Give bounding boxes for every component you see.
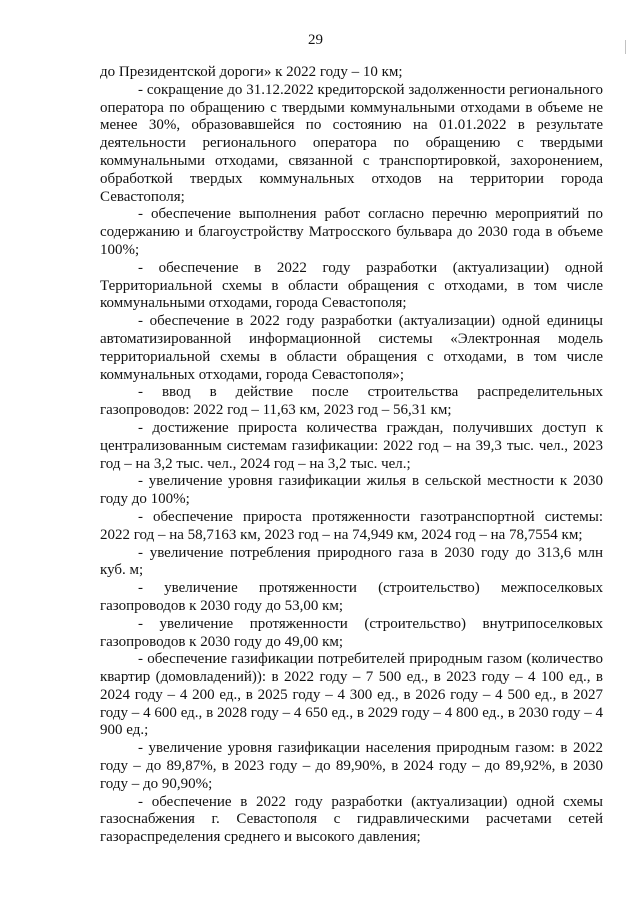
list-item-territorial-scheme: - обеспечение в 2022 году разработки (актуализации) одной Территориальной схемы в области обращения с отходами, в том числе коммунальными отходами, города Севастополя; [100, 259, 603, 312]
page-number: 29 [308, 32, 323, 48]
paragraph-continuation: до Президентской дороги» к 2022 году – 10 км; [100, 64, 403, 80]
list-item-distribution-pipelines: - ввод в действие после строительства распределительных газопроводов: 2022 год – 11,63 км, 2023 год – 56,31 км; [100, 384, 603, 419]
list-item-gas-consumption: - увеличение потребления природного газа в 2030 году до 313,6 млн куб. м; [100, 544, 603, 579]
scan-edge-mark [625, 40, 629, 54]
list-item-rural-gasification: - увеличение уровня газификации жилья в сельской местности к 2030 году до 100%; [100, 473, 603, 508]
list-item-consumer-gasification: - обеспечение газификации потребителей природным газом (количество квартир (домовладений)): в 2022 году – 7 500 ед., в 2023 году – 4 100 ед., в 2024 году – 4 200 ед., в 2025 году – 4 300 ед., в 2026 году – 4 500 ед., в 2027 году – 4 600 ед., в 2028 году – 4 650 ед., в 2029 году – 4 800 ед., в 2030 году – 4 900 ед.; [100, 651, 603, 739]
list-item-gas-supply-scheme: - обеспечение в 2022 году разработки (актуализации) одной схемы газоснабжения г. Севастополя с гидравлическими расчетами сетей газораспределения среднего и высокого давления; [100, 793, 603, 846]
document-body [100, 64, 603, 847]
list-item-gas-transport-growth: - обеспечение прироста протяженности газотранспортной системы: 2022 год – на 58,7163 км, 2023 год – на 74,949 км, 2024 год – на 78,7554 км; [100, 508, 603, 543]
list-item-intrasettlement-pipelines: - увеличение протяженности (строительство) внутрипоселковых газопроводов к 2030 году до 49,00 км; [100, 615, 603, 650]
list-item-matrossky-boulevard: - обеспечение выполнения работ согласно перечню мероприятий по содержанию и благоустройству Матросского бульвара до 2030 года в объеме 100%; [100, 206, 603, 258]
list-item-citizens-access: - достижение прироста количества граждан, получивших доступ к централизованным системам газификации: 2022 год – на 39,3 тыс. чел., 2023 год – на 3,2 тыс. чел., 2024 год – на 3,2 тыс. чел.; [100, 419, 603, 472]
list-item-intersettlement-pipelines: - увеличение протяженности (строительство) межпоселковых газопроводов к 2030 году до 53,00 км; [100, 580, 603, 614]
list-item-tko-debt-reduction: - сокращение до 31.12.2022 кредиторской задолженности регионального оператора по обращению с твердыми коммунальными отходами в объеме не менее 30%, образовавшейся по состоянию на 01.01.2022 в результате деятельности регионального оператора по обращению с твердыми коммунальными отходами, связанной с транспортировкой, захоронением, обработкой твердых коммунальных отходов на территории города Севастополя; [100, 81, 603, 205]
list-item-population-gasification-level: - увеличение уровня газификации населения природным газом: в 2022 году – до 89,87%, в 2023 году – до 89,90%, в 2024 году – до 89,92%, в 2030 году – до 90,90%; [100, 740, 603, 792]
list-item-information-system: - обеспечение в 2022 году разработки (актуализации) одной единицы автоматизированной информационной системы «Электронная модель территориальной схемы в области обращения с отходами, в том числе коммунальных отходами, города Севастополя»; [100, 313, 603, 383]
